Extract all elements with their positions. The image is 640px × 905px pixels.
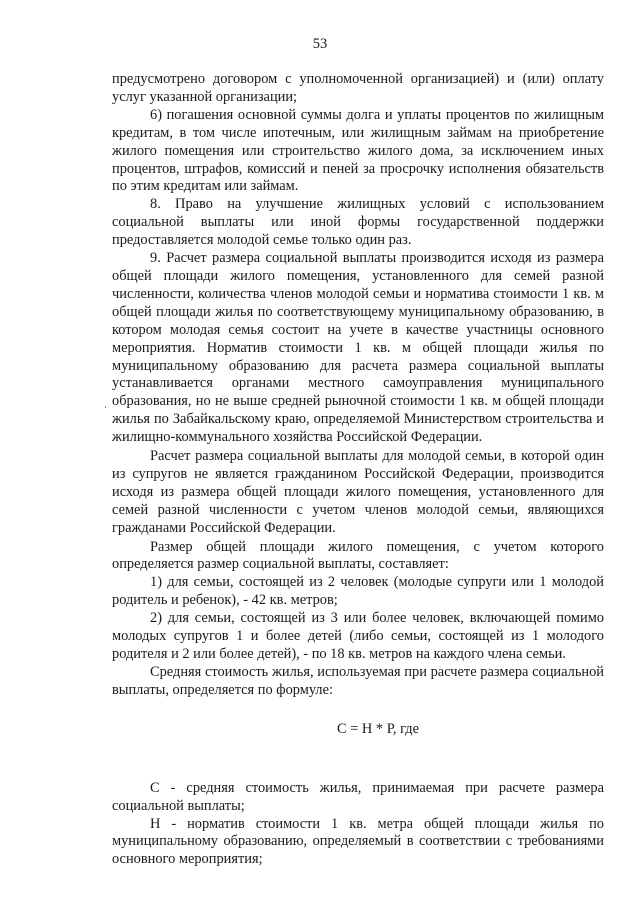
- formula: С = Н * Р, где: [337, 720, 419, 737]
- paragraph-item-6: 6) погашения основной суммы долга и уплаты процентов по жилищным кредитам, в том числе ипотечным, или жилищным займам на приобретение жилого помещения или строительство жилого дома, за исключением иных процентов, штрафов, комиссий и пеней за просрочку исполнения обязательств по этим кредитам или займам.: [112, 106, 604, 195]
- paragraph-foreign-spouse: Расчет размера социальной выплаты для молодой семьи, в которой один из супругов не является гражданином Российской Федерации, производится исходя из размера общей площади жилого помещения, установленного для семей разной численности с учетом членов молодой семьи, являющихся гражданами Российской Федерации.: [112, 448, 604, 536]
- paragraph-average-cost: Средняя стоимость жилья, используемая при расчете размера социальной выплаты, определяется по формуле:: [112, 663, 604, 698]
- definition-n: Н - норматив стоимости 1 кв. метра общей площади жилья по муниципальному образованию, определяемый в соответствии с требованиями основного мероприятия;: [112, 815, 604, 868]
- paragraph-continuation: предусмотрено договором с уполномоченной организацией) и (или) оплату услуг указанной организации;: [112, 71, 604, 105]
- paragraph-clause-9: 9. Расчет размера социальной выплаты производится исходя из размера общей площади жилого помещения, установленного для семей разной численности, количества членов молодой семьи и норматива стоимости 1 кв. м общей площади жилья по соответствующему муниципальному образованию, в котором молодая семья состоит на учете в качестве участницы основного мероприятия. Норматив стоимости 1 кв. м общей площади жилья по муниципальному образованию для расчета размера социальной выплаты устанавливается органами местного самоуправления муниципального образования, но не выше средней рыночной стоимости 1 кв. м общей площади жилья по Забайкальскому краю, определяемой Министерством строительства и жилищно-коммунального хозяйства Российской Федерации.: [112, 250, 604, 446]
- paragraph-clause-8: 8. Право на улучшение жилищных условий с использованием социальной выплаты или иной формы государственной поддержки предоставляется молодой семье только один раз.: [112, 196, 604, 249]
- paragraph-item-2: 2) для семьи, состоящей из 3 или более человек, включающей помимо молодых супругов 1 и более детей (либо семьи, состоящей из 1 молодого родителя и 2 или более детей), - по 18 кв. метров на каждого члена семьи.: [112, 610, 604, 662]
- definition-c: С - средняя стоимость жилья, принимаемая при расчете размера социальной выплаты;: [112, 779, 604, 814]
- scan-artifact: [105, 406, 106, 408]
- paragraph-area-size: Размер общей площади жилого помещения, с учетом которого определяется размер социальной выплаты, составляет:: [112, 538, 604, 573]
- document-body: [112, 71, 604, 869]
- page-number: 53: [312, 36, 328, 52]
- paragraph-item-1: 1) для семьи, состоящей из 2 человек (молодые супруги или 1 молодой родитель и ребенок), - 42 кв. метров;: [112, 574, 604, 609]
